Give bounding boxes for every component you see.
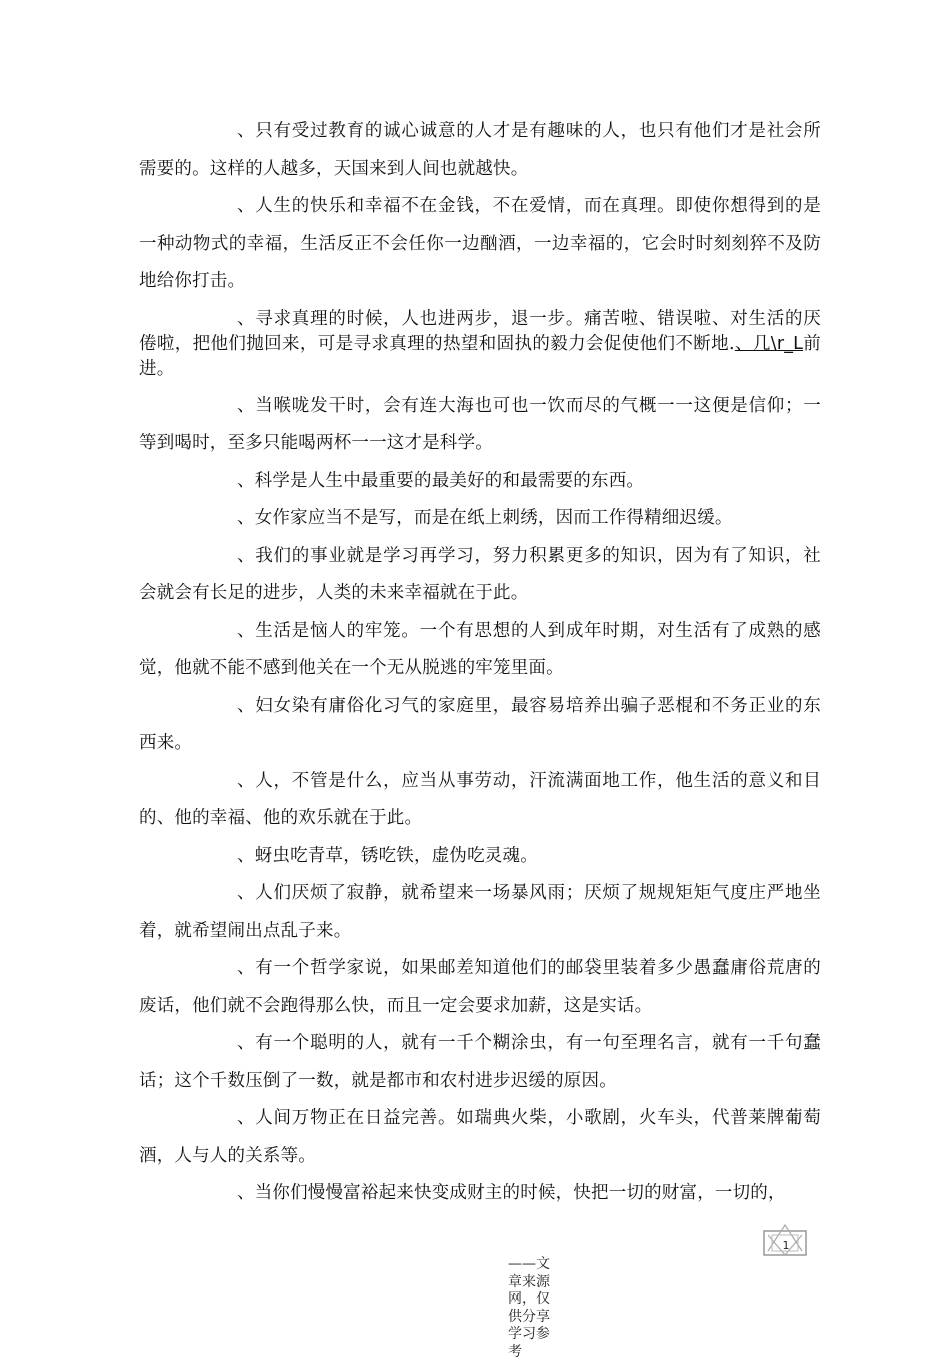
paragraph: 、只有受过教育的诚心诚意的人才是有趣味的人，也只有他们才是社会所需要的。这样的人越多，天国来到人间也就越快。 (139, 121, 821, 179)
paragraph: 、当你们慢慢富裕起来快变成财主的时候，快把一切的财富，一切的， (237, 1183, 786, 1203)
paragraph (139, 301, 821, 388)
paragraph: 、人间万物正在日益完善。如瑞典火柴，小歌剧，火车头，代普莱牌葡萄酒，人与人的关系等。 (139, 1108, 821, 1166)
paragraph: 、生活是恼人的牢笼。一个有思想的人到成年时期，对生活有了成熟的感觉，他就不能不感到他关在一个无从脱逃的牢笼里面。 (139, 620, 821, 678)
garbled-ocr-fragment: 、几\r_L (734, 333, 804, 354)
paragraph: 、人生的快乐和幸福不在金钱，不在爱情，而在真理。即使你想得到的是一种动物式的幸福，生活反正不会任你一边酗酒，一边幸福的，它会时时刻刻猝不及防地给你打击。 (139, 196, 821, 291)
paragraph: 、妇女染有庸俗化习气的家庭里，最容易培养出骗子恶棍和不务正业的东西来。 (139, 695, 821, 753)
paragraph: 、人，不管是什么，应当从事劳动，汗流满面地工作，他生活的意义和目的、他的幸福、他的欢乐就在于此。 (139, 770, 821, 828)
page-number: 1 (782, 1239, 790, 1252)
paragraph: 、有一个聪明的人，就有一千个糊涂虫，有一句至理名言，就有一千句蠢话；这个千数压倒了一数，就是都市和农村进步迟缓的原因。 (139, 1033, 821, 1091)
footer-note: ——文章来源网，仅供分享学习参考 (508, 1256, 550, 1360)
paragraph: 、我们的事业就是学习再学习，努力积累更多的知识，因为有了知识，社会就会有长足的进步，人类的未来幸福就在于此。 (139, 545, 821, 603)
paragraph: 、人们厌烦了寂静，就希望来一场暴风雨；厌烦了规规矩矩气度庄严地坐着，就希望闹出点乱子来。 (139, 883, 821, 941)
body-text (139, 113, 821, 1213)
paragraph-tail: 前进。 (139, 333, 821, 379)
paragraph: 、当喉咙发干时，会有连大海也可也一饮而尽的气概一一这便是信仰；一等到喝时，至多只能喝两杯一一这才是科学。 (139, 395, 821, 453)
paragraph-text: 、寻求真理的时候，人也进两步，退一步。痛苦啦、错误啦、对生活的厌倦啦，把他们抛回来，可是寻求真理的热望和固执的毅力会促使他们不断地. (139, 308, 821, 354)
paragraph: 、蚜虫吃青草，锈吃铁，虚伪吃灵魂。 (237, 845, 538, 866)
paragraph: 、女作家应当不是写，而是在纸上刺绣，因而工作得精细迟缓。 (237, 508, 733, 528)
paragraph: 、科学是人生中最重要的最美好的和最需要的东西。 (237, 470, 645, 491)
paragraph: 、有一个哲学家说，如果邮差知道他们的邮袋里装着多少愚蠢庸俗荒唐的废话，他们就不会跑得那么快，而且一定会要求加薪，这是实话。 (139, 958, 821, 1016)
